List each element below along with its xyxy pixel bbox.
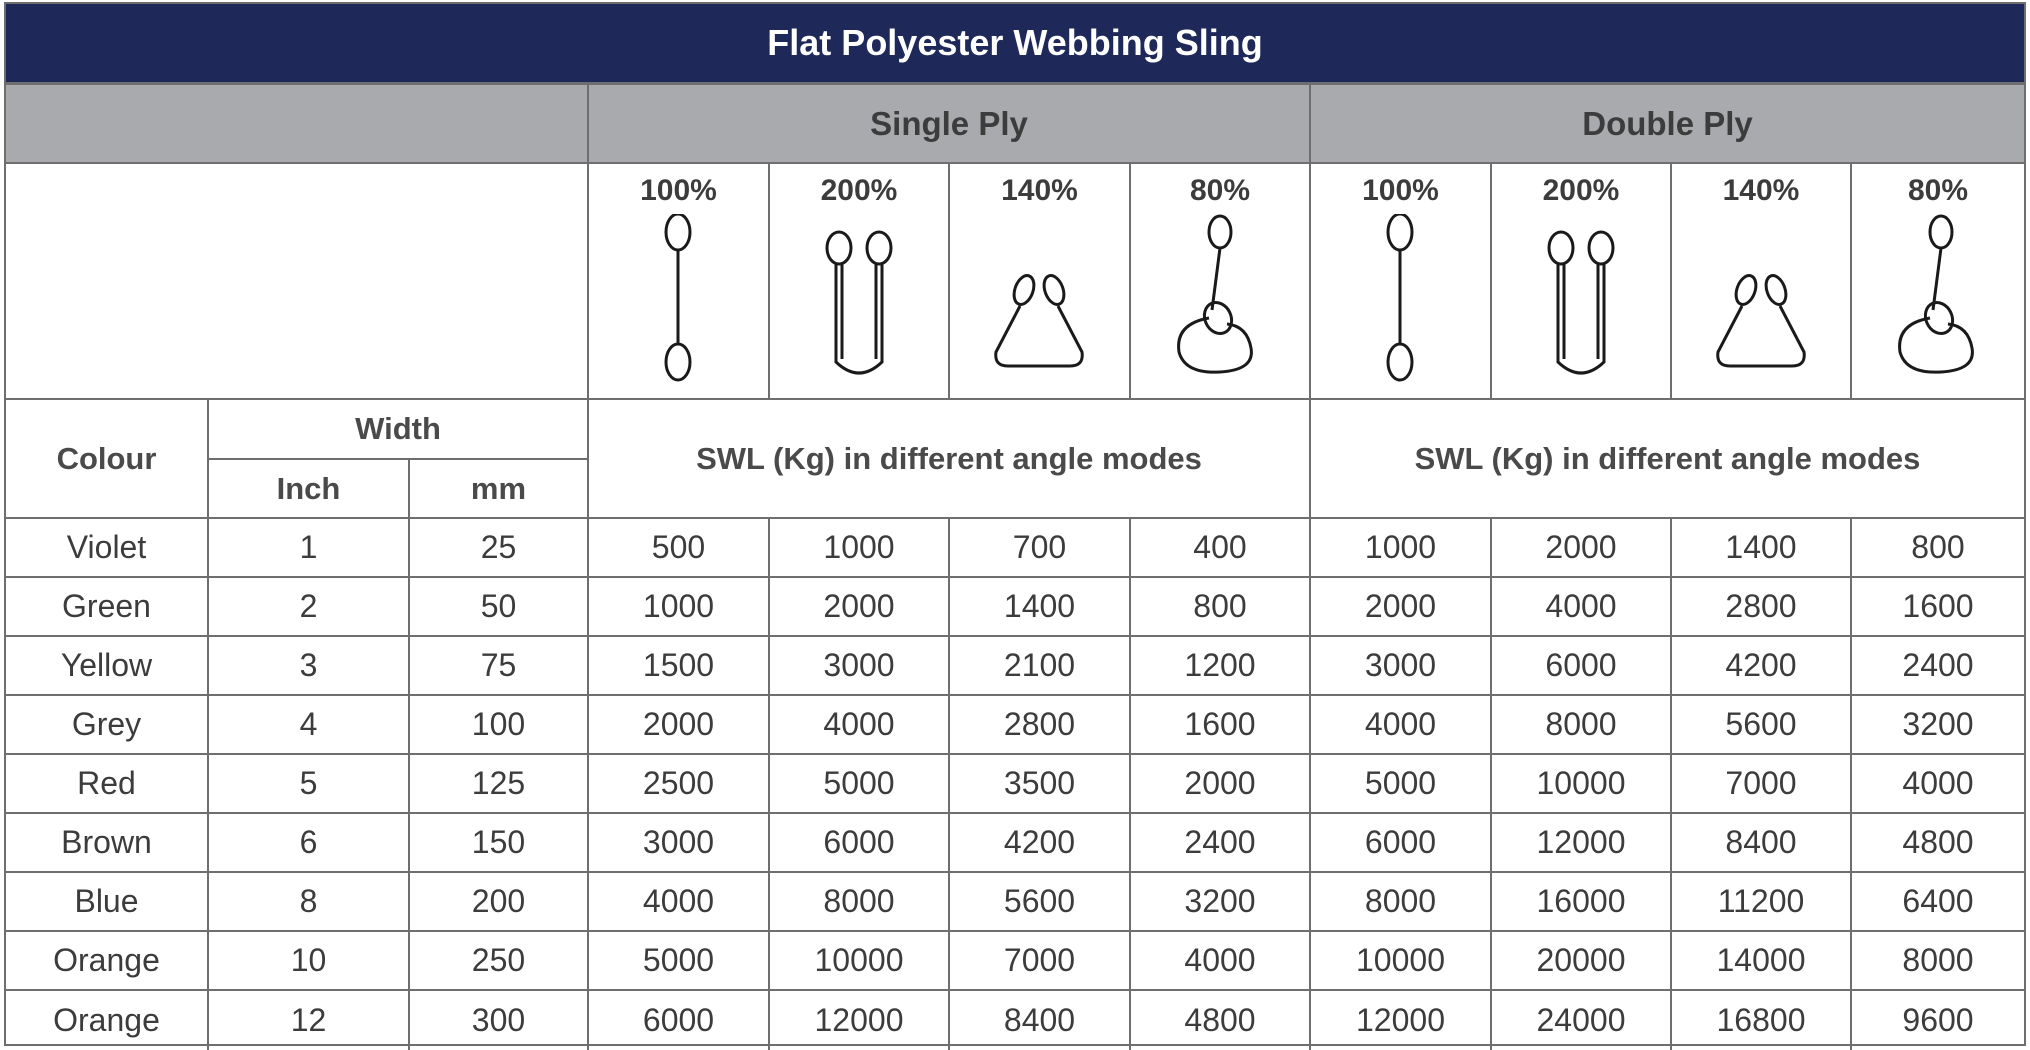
double-mode-cell: [1852, 164, 2024, 400]
colour-cell: Brown: [6, 814, 209, 873]
single-swl-cell: 1000: [589, 578, 770, 637]
single-swl-cell: 8000: [770, 873, 950, 932]
single-swl-cell: 12000: [770, 991, 950, 1050]
double-swl-cell: 16000: [1492, 873, 1672, 932]
double-swl-cell: 2800: [1672, 578, 1852, 637]
colour-cell: Orange: [6, 991, 209, 1050]
colour-header: Colour: [6, 400, 209, 519]
inch-cell: 5: [209, 755, 410, 814]
sling-table: [4, 2, 2026, 1046]
double-swl-cell: 14000: [1672, 932, 1852, 991]
double-swl-cell: 8000: [1852, 932, 2024, 991]
single-swl-cell: 2100: [950, 637, 1131, 696]
mode-percent: 200%: [820, 174, 898, 207]
single-swl-cell: 4200: [950, 814, 1131, 873]
mm-cell: 150: [410, 814, 589, 873]
single-swl-cell: 2500: [589, 755, 770, 814]
single-mode-cell: [589, 164, 770, 400]
single-swl-cell: 5000: [770, 755, 950, 814]
double-swl-cell: 6000: [1492, 637, 1672, 696]
colour-cell: Blue: [6, 873, 209, 932]
single-swl-cell: 4000: [589, 873, 770, 932]
inch-cell: 6: [209, 814, 410, 873]
single-swl-cell: 4000: [770, 696, 950, 755]
double-swl-cell: 7000: [1672, 755, 1852, 814]
mm-cell: 25: [410, 519, 589, 578]
mm-cell: 100: [410, 696, 589, 755]
double-swl-cell: 12000: [1311, 991, 1492, 1050]
single-swl-cell: 5600: [950, 873, 1131, 932]
single-swl-cell: 7000: [950, 932, 1131, 991]
double-swl-cell: 5000: [1311, 755, 1492, 814]
inch-cell: 1: [209, 519, 410, 578]
mode-percent: 140%: [1722, 174, 1800, 207]
single-swl-cell: 4000: [1131, 932, 1311, 991]
colour-cell: Yellow: [6, 637, 209, 696]
double-swl-cell: 12000: [1492, 814, 1672, 873]
double-swl-cell: 4000: [1311, 696, 1492, 755]
blank-header-cell: [6, 85, 589, 164]
mode-percent: 80%: [1189, 174, 1251, 207]
single-swl-cell: 1400: [950, 578, 1131, 637]
double-swl-cell: 3200: [1852, 696, 2024, 755]
single-swl-cell: 500: [589, 519, 770, 578]
colour-cell: Red: [6, 755, 209, 814]
double-swl-cell: 10000: [1492, 755, 1672, 814]
mm-cell: 75: [410, 637, 589, 696]
swl-single-header: SWL (Kg) in different angle modes: [589, 400, 1311, 519]
colour-cell: Green: [6, 578, 209, 637]
double-swl-cell: 2400: [1852, 637, 2024, 696]
single-swl-cell: 700: [950, 519, 1131, 578]
mode-percent: 200%: [1542, 174, 1620, 207]
double-mode-cell: [1672, 164, 1852, 400]
double-swl-cell: 10000: [1311, 932, 1492, 991]
mode-percent: 140%: [1001, 174, 1078, 207]
inch-cell: 2: [209, 578, 410, 637]
colour-cell: Grey: [6, 696, 209, 755]
single-swl-cell: 4800: [1131, 991, 1311, 1050]
double-swl-cell: 3000: [1311, 637, 1492, 696]
single-swl-cell: 2000: [770, 578, 950, 637]
colour-cell: Orange: [6, 932, 209, 991]
single-swl-cell: 6000: [770, 814, 950, 873]
single-swl-cell: 1600: [1131, 696, 1311, 755]
single-swl-cell: 800: [1131, 578, 1311, 637]
single-swl-cell: 1500: [589, 637, 770, 696]
double-swl-cell: 8000: [1311, 873, 1492, 932]
double-swl-cell: 1600: [1852, 578, 2024, 637]
double-ply-header: Double Ply: [1311, 85, 2024, 164]
double-swl-cell: 800: [1852, 519, 2024, 578]
double-swl-cell: 4000: [1492, 578, 1672, 637]
single-swl-cell: 2000: [1131, 755, 1311, 814]
inch-cell: 8: [209, 873, 410, 932]
inch-cell: 12: [209, 991, 410, 1050]
double-mode-cell: [1311, 164, 1492, 400]
width-header: Width: [209, 400, 589, 460]
double-swl-cell: 11200: [1672, 873, 1852, 932]
swl-double-header: SWL (Kg) in different angle modes: [1311, 400, 2024, 519]
single-swl-cell: 2400: [1131, 814, 1311, 873]
inch-header: Inch: [209, 460, 410, 519]
double-swl-cell: 24000: [1492, 991, 1672, 1050]
double-swl-cell: 8400: [1672, 814, 1852, 873]
double-swl-cell: 2000: [1492, 519, 1672, 578]
double-swl-cell: 8000: [1492, 696, 1672, 755]
single-swl-cell: 3500: [950, 755, 1131, 814]
single-swl-cell: 1200: [1131, 637, 1311, 696]
mm-cell: 50: [410, 578, 589, 637]
single-swl-cell: 3000: [770, 637, 950, 696]
mm-cell: 300: [410, 991, 589, 1050]
double-swl-cell: 6400: [1852, 873, 2024, 932]
single-swl-cell: 1000: [770, 519, 950, 578]
single-swl-cell: 3000: [589, 814, 770, 873]
colour-cell: Violet: [6, 519, 209, 578]
single-mode-cell: [1131, 164, 1311, 400]
single-swl-cell: 2800: [950, 696, 1131, 755]
double-swl-cell: 4000: [1852, 755, 2024, 814]
double-swl-cell: 1400: [1672, 519, 1852, 578]
inch-cell: 3: [209, 637, 410, 696]
double-swl-cell: 5600: [1672, 696, 1852, 755]
table-title: Flat Polyester Webbing Sling: [6, 4, 2024, 85]
double-swl-cell: 9600: [1902, 1002, 1974, 1038]
mode-percent: 100%: [640, 174, 717, 207]
single-swl-cell: 6000: [589, 991, 770, 1050]
single-mode-cell: [770, 164, 950, 400]
mm-header: mm: [410, 460, 589, 519]
mm-cell: 250: [410, 932, 589, 991]
double-swl-cell: 4800: [1852, 814, 2024, 873]
single-swl-cell: 5000: [589, 932, 770, 991]
blank-icon-area: [6, 164, 589, 400]
double-swl-cell: 20000: [1492, 932, 1672, 991]
double-swl-cell: 1000: [1311, 519, 1492, 578]
inch-cell: 4: [209, 696, 410, 755]
mode-percent: 80%: [1907, 174, 1969, 207]
double-swl-cell: 16800: [1672, 991, 1852, 1050]
single-swl-cell: 3200: [1131, 873, 1311, 932]
single-swl-cell: 2000: [589, 696, 770, 755]
mm-cell: 125: [410, 755, 589, 814]
double-swl-cell: 2000: [1311, 578, 1492, 637]
single-mode-cell: [950, 164, 1131, 400]
single-swl-cell: 10000: [770, 932, 950, 991]
inch-cell: 10: [209, 932, 410, 991]
single-swl-cell: 400: [1131, 519, 1311, 578]
single-ply-header: Single Ply: [589, 85, 1311, 164]
double-swl-cell: 6000: [1311, 814, 1492, 873]
mode-percent: 100%: [1362, 174, 1439, 207]
double-swl-cell: 4200: [1672, 637, 1852, 696]
single-swl-cell: 8400: [950, 991, 1131, 1050]
mm-cell: 200: [410, 873, 589, 932]
double-mode-cell: [1492, 164, 1672, 400]
